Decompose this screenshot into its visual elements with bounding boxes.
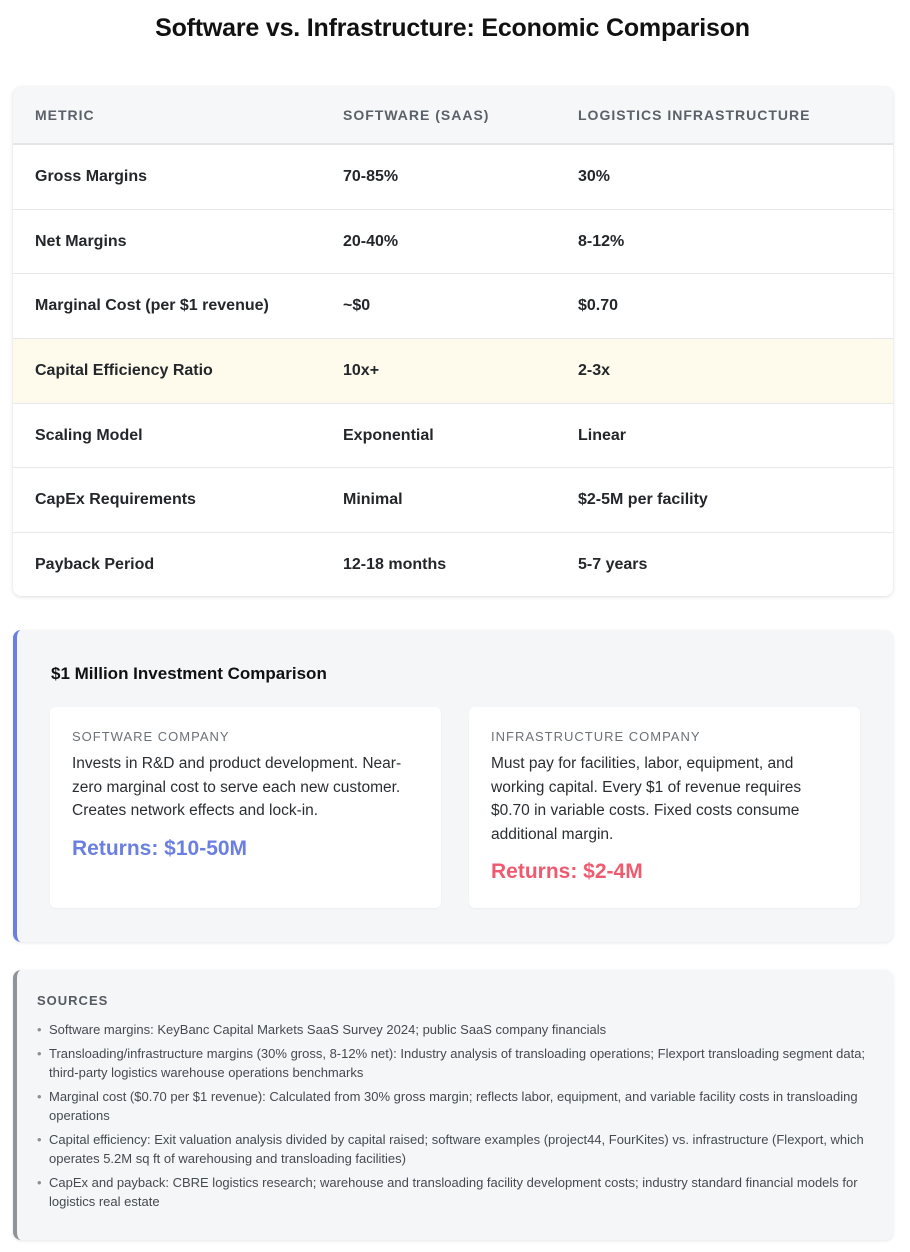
infrastructure-cell: 30% [578,167,611,185]
software-cell: 12-18 months [343,556,447,574]
software-cell: 70-85% [343,167,399,185]
investment-title: $1 Million Investment Comparison [51,664,327,683]
infrastructure-cell: $2-5M per facility [578,491,708,509]
table-row [13,468,893,533]
metric-cell: Net Margins [35,232,127,250]
infrastructure-company-label: INFRASTRUCTURE COMPANY [491,729,701,744]
metric-cell: Payback Period [35,556,155,574]
software-cell: Minimal [343,491,403,509]
software-cell: 20-40% [343,232,399,250]
infrastructure-company-description: Must pay for facilities, labor, equipment, and working capital. Every $1 of revenue requires $0.70 in variable costs. Fixed costs consume additional margin. [491,755,802,843]
comparison-table [13,87,893,596]
infrastructure-cell: 2-3x [578,361,611,379]
infrastructure-company-card [469,707,860,908]
source-item: • CapEx and payback: CBRE logistics research; warehouse and transloading facility development costs; industry standard financial models for logistics real estate [37,1173,877,1211]
source-item: • Transloading/infrastructure margins (30% gross, 8-12% net): Industry analysis of transloading operations; Flexport transloading segment data; third-party logistics warehouse operations benchmarks [37,1044,877,1082]
infrastructure-cell: 8-12% [578,232,625,250]
source-item: • Software margins: KeyBanc Capital Markets SaaS Survey 2024; public SaaS company financials [37,1020,877,1039]
table-row [13,145,893,210]
software-returns: Returns: $10-50M [72,836,248,860]
infrastructure-cell: Linear [578,426,627,444]
table-row [13,533,893,596]
table-row [13,404,893,469]
source-item: • Marginal cost ($0.70 per $1 revenue): Calculated from 30% gross margin; reflects labor, equipment, and variable facility costs in transloading operations [37,1087,877,1125]
metric-cell: Capital Efficiency Ratio [35,361,213,379]
software-company-card [50,707,441,908]
software-company-label: SOFTWARE COMPANY [72,729,230,744]
infrastructure-returns: Returns: $2-4M [491,860,643,883]
software-cell: Exponential [343,426,434,444]
metric-cell: Scaling Model [35,426,143,444]
page-title: Software vs. Infrastructure: Economic Comparison [155,14,750,42]
software-company-description: Invests in R&D and product development. Near-zero marginal cost to serve each new customer. Creates network effects and lock-in. [72,755,402,819]
source-item: • Capital efficiency: Exit valuation analysis divided by capital raised; software examples (project44, FourKites) vs. infrastructure (Flexport, which operates 5.2M sq ft of warehousing and transloading facilities) [37,1130,877,1168]
sources-section [13,970,893,1240]
header-infrastructure: LOGISTICS INFRASTRUCTURE [578,107,811,123]
metric-cell: Gross Margins [35,167,148,185]
header-metric: METRIC [35,107,95,123]
header-software: SOFTWARE (SAAS) [343,107,490,123]
sources-title: SOURCES [37,993,109,1008]
table-header [13,87,893,145]
infrastructure-cell: 5-7 years [578,556,648,574]
investment-comparison [13,630,893,942]
software-cell: 10x+ [343,361,380,379]
table-row [13,210,893,275]
table-row [13,274,893,339]
table-row-highlighted [13,339,893,404]
sources-list [37,1020,877,1216]
metric-cell: Marginal Cost (per $1 revenue) [35,297,269,315]
metric-cell: CapEx Requirements [35,491,196,509]
software-cell: ~$0 [343,297,371,315]
infrastructure-cell: $0.70 [578,297,619,315]
